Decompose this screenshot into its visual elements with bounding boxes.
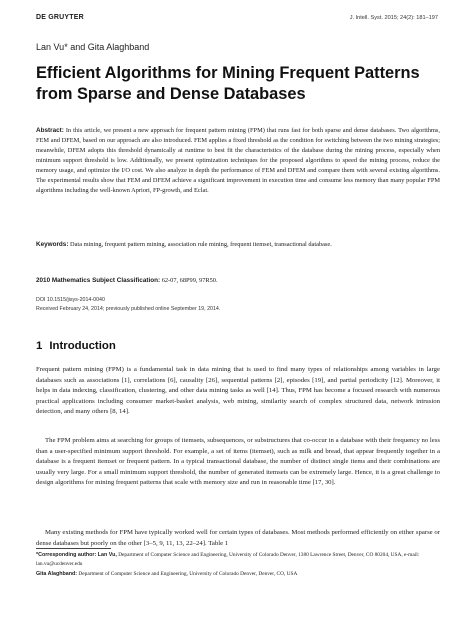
article-title: Efficient Algorithms for Mining Frequent Patterns from Sparse and Dense Databases bbox=[36, 64, 420, 103]
msc-classification bbox=[36, 276, 440, 286]
doi-line: DOI 10.1515/jisys-2014-0040 bbox=[36, 297, 105, 303]
abstract-text: In this article, we present a new approach for frequent pattern mining (FPM) that runs fast for both sparse and dense databases. Two algorithms, FEM and DFEM, based on our approach are also introduced. FEM applies a fixed threshold as the condition for switching between the two mining strategies; meanwhile, DFEM adopts this threshold dynamically at runtime to best fit the characteristics of the database during the mining process, especially when minimum support threshold is low. Additionally, we present optimization techniques for the proposed algorithms to speed the mining process, reduce the memory usage, and optimize the I/O cost. We also analyze in depth the performance of FEM and DFEM and compare them with several existing algorithms. The experimental results show that FEM and DFEM achieve a significant improvement in execution time and consume less memory than many popular FPM algorithms including the well-known Apriori, FP-growth, and Eclat. bbox=[36, 127, 440, 195]
abstract bbox=[36, 126, 440, 196]
body-paragraph-1: Frequent pattern mining (FPM) is a fundamental task in data mining that is used to find many types of relationships among variables in large databases such as associations [1], correlations [6], causality [26], sequential patterns [2], episodes [19], and partial periodicity [12]. Moreover, it helps in data indexing, classification, clustering, and other data mining tasks as well [14]. Thus, FPM has become a focused research with numerous practical applications including consumer market-basket analysis, web mining, similarity search of complex structured data, network intrusion detection, and many others [8, 14]. bbox=[36, 366, 440, 415]
footnote-author-affiliation: Department of Computer Science and Engineering, University of Colorado Denver, 1380 Lawrence Street, Denver, CO 80204, USA, e-mail: lan.vu@ucdenver.edu bbox=[36, 552, 420, 567]
publisher-name: DE GRUYTER bbox=[36, 14, 84, 21]
footnote-coauthor bbox=[36, 570, 440, 579]
keywords-text: Data mining, frequent pattern mining, association rule mining, frequent itemset, transactional database. bbox=[70, 241, 332, 248]
body-paragraph-3: Many existing methods for FPM have typically worked well for certain types of databases. Most methods performed efficiently on either sparse or dense databases but poorly on the other [3–5, 9, 11, 13, 22–24]. Table 1 bbox=[36, 529, 440, 547]
footnote-coauthor-affiliation: Department of Computer Science and Engineering, University of Colorado Denver, Denver, CO, USA bbox=[78, 571, 298, 577]
running-header bbox=[36, 14, 438, 26]
keywords bbox=[36, 240, 440, 250]
msc-label: 2010 Mathematics Subject Classification: bbox=[36, 277, 161, 284]
section-number: 1 bbox=[36, 340, 43, 352]
section-heading-introduction bbox=[36, 340, 116, 352]
journal-reference: J. Intell. Syst. 2015; 24(2): 181–197 bbox=[349, 15, 438, 21]
publication-dates: Received February 24, 2014; previously published online September 19, 2014. bbox=[36, 306, 221, 312]
footnote-corresponding-author bbox=[36, 551, 440, 568]
keywords-label: Keywords: bbox=[36, 241, 69, 248]
author-list: Lan Vu* and Gita Alaghband bbox=[36, 42, 150, 52]
body-paragraph-2: The FPM problem aims at searching for groups of itemsets, subsequences, or substructures that co-occur in a database with their frequency no less than a user-specified minimum support threshold. For example, a set of items (itemset), such as milk and bread, that appear frequently together in a database is a frequent itemset or frequent pattern. In a typical transactional database, the number of distinct single items and their combinations are usually very large. For a small minimum support threshold, the number of generated itemsets can be extremely large. Hence, it is a great challenge to design algorithms for mining frequent patterns that scale with memory size and run in reasonable time [17, 30]. bbox=[36, 437, 440, 486]
footnote-separator bbox=[36, 548, 111, 549]
abstract-label: Abstract: bbox=[36, 127, 64, 134]
footnote-author-name: *Corresponding author: Lan Vu, bbox=[36, 552, 117, 558]
section-title: Introduction bbox=[49, 340, 116, 352]
msc-codes: 62-07, 68P99, 97R50. bbox=[161, 277, 218, 284]
footnote-coauthor-name: Gita Alaghband: bbox=[36, 571, 78, 577]
